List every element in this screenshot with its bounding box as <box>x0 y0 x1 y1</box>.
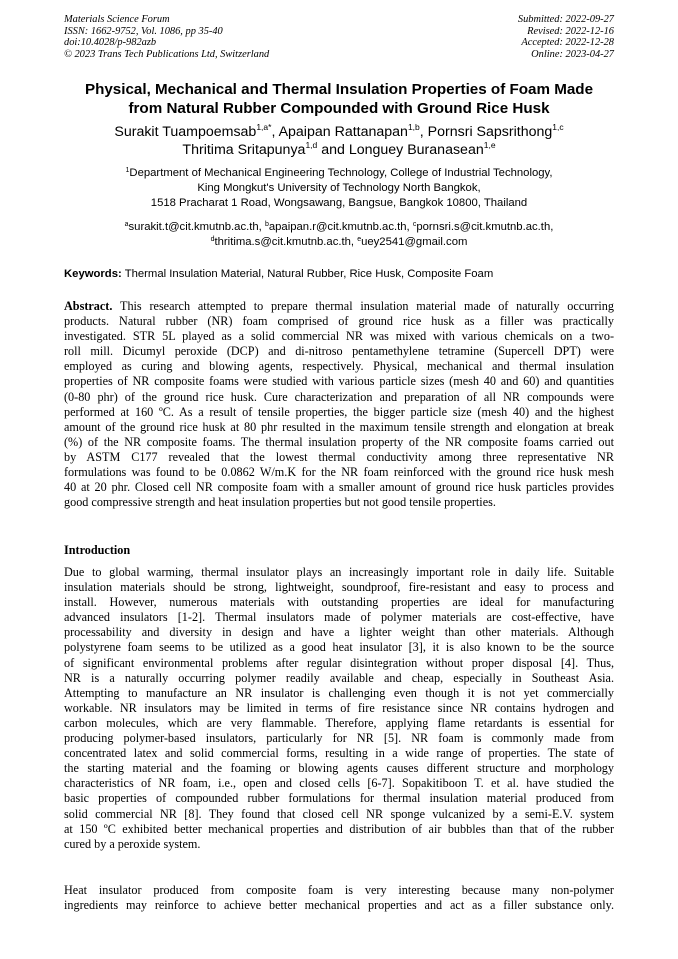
abstract-label: Abstract. <box>64 299 113 313</box>
text-line: investigated. STR 5L played as a solid commercial NR was mixed with various chemicals on a two- <box>64 329 614 344</box>
email-mark: a <box>124 221 129 228</box>
author-emails: $^a$surakit.t@cit.kmutnb.ac.th, $^b$apaipan.r@cit.kmutnb.ac.th, $^c$pornsri.s@cit.kmutnb.ac.th, $^d$thritima.s@cit.kmutnb.ac.th, $^e$uey2541@gmail.com <box>124 221 554 248</box>
title-line: Physical, Mechanical and Thermal Insulation Properties of Foam Made <box>84 81 594 98</box>
author-affiliation-mark: 1,b <box>407 122 420 132</box>
email-link[interactable]: uey2541@gmail.com <box>361 236 468 248</box>
text-line: the starting material and the foaming or blowing agents causes different structure and morphology <box>64 761 614 776</box>
text-line: products. Natural rubber (NR) foam comprised of ground rice husk as a filler was practically <box>64 314 614 329</box>
text-line: cured by a peroxide system. <box>64 836 201 851</box>
abstract-line: This research attempted to prepare thermal insulation material made of naturally occurring <box>112 299 614 313</box>
author-name: Surakit Tuampoemsab <box>114 124 257 140</box>
title-line: from Natural Rubber Compounded with Ground Rice Husk <box>128 100 550 117</box>
author-list <box>40 123 638 159</box>
date-online: Online: 2023-04-27 <box>531 48 614 60</box>
email-link[interactable]: surakit.t@cit.kmutnb.ac.th <box>128 221 259 233</box>
author-name: Thritima Sritapunya <box>182 142 306 158</box>
text-line: Attempting to manufacture an NR insulator is challenging even though it is not yet commercially <box>64 685 614 700</box>
email-link[interactable]: apaipan.r@cit.kmutnb.ac.th <box>268 221 407 233</box>
author-name: Apaipan Rattanapan <box>278 124 408 140</box>
author-affiliation-mark: 1,d <box>305 140 318 150</box>
affiliation-mark: 1 <box>125 167 130 174</box>
author-affiliation-mark: 1,a* <box>256 122 272 132</box>
text-line: basic properties of compounded rubber formulations for thermal insulation material produced from <box>64 791 614 806</box>
introduction-paragraph <box>64 565 614 852</box>
text-line: install. However, numerous materials with outstanding properties are ideal for manufacturing <box>64 595 614 610</box>
text-line: polystyrene foam seems to be utilized as a good heat insulator [3], it is also known to be the source <box>64 640 614 655</box>
journal-name: Materials Science Forum <box>64 14 170 25</box>
affiliation-line: King Mongkut's University of Technology North Bangkok, <box>197 182 481 194</box>
text-line: ingredients may reinforce to achieve better mechanical properties and act as a filler substance only. <box>64 898 614 913</box>
text-line: at 150 ºC exhibited better mechanical properties and distribution of air bubbles than that of the rubber <box>64 821 614 836</box>
text-line: 40 at 20 phr. Closed cell NR composite foam with a smaller amount of ground rice husk particles provides <box>64 480 614 495</box>
email-mark: e <box>357 236 362 243</box>
journal-info <box>64 14 269 60</box>
email-mark: c <box>412 221 417 228</box>
section-heading-introduction: Introduction <box>64 543 131 557</box>
text-line: of significant environmental problems after regular disintegration without proper disposal [4]. Thus, <box>64 655 614 670</box>
text-line: employed as curing and blowing agents, respectively. Physical, mechanical and thermal insulation <box>64 359 614 374</box>
email-link[interactable]: pornsri.s@cit.kmutnb.ac.th <box>416 221 551 233</box>
author-name: Longuey Buranasean <box>348 142 484 158</box>
text-line: Heat insulator produced from composite foam is very interesting because many non-polymer <box>64 883 614 897</box>
date-accepted: Accepted: 2022-12-28 <box>521 37 614 48</box>
date-revised: Revised: 2022-12-16 <box>527 25 614 37</box>
text-line: by ASTM C177 revealed that the lowest thermal conductivity among three representative NR <box>64 449 614 464</box>
submission-dates <box>518 14 614 60</box>
introduction-paragraph <box>64 883 614 913</box>
text-line: performed at 160 ºC. As a result of tensile properties, the bigger particle size (mesh 40) and the highest <box>64 404 614 419</box>
author-separator: , <box>271 124 279 140</box>
text-line: (%) of the NR composite foams. The thermal insulation property of the NR composite foams carried out <box>64 434 614 449</box>
author-affiliation-mark: 1,e <box>483 140 496 150</box>
author-affiliation-mark: 1,c <box>552 122 564 132</box>
email-link[interactable]: thritima.s@cit.kmutnb.ac.th <box>214 236 351 248</box>
journal-copyright: © 2023 Trans Tech Publications Ltd, Switzerland <box>64 48 270 60</box>
text-line: NR is a naturally occurring polymer readily available and cheap, especially in Southeast Asia. <box>64 670 614 685</box>
text-line: characteristics of NR foam, i.e., open and closed cells [6-7]. Sopakitiboon T. et al. have studied the <box>64 776 614 791</box>
paper-title <box>40 80 638 118</box>
affiliation-line: Department of Mechanical Engineering Technology, College of Industrial Technology, <box>129 167 553 179</box>
abstract <box>64 299 614 510</box>
text-line: (0-80 phr) of the ground rice husk. Cure characterization and preparation of all NR compounds were <box>64 389 614 404</box>
affiliation <box>40 166 638 211</box>
text-line: formulations was found to be 0.0862 W/m.K for the NR foam reinforced with the ground rice husk mesh <box>64 465 614 480</box>
author-separator: and <box>317 142 349 158</box>
text-line: processability and diversity in design and have a lighter weight than other materials. Although <box>64 625 614 640</box>
author-name: Pornsri Sapsrithong <box>427 124 553 140</box>
keywords-label: Keywords: <box>64 268 122 280</box>
text-line: advanced insulators [1-2]. Thermal insulators made of polymer materials are cost-effective, have <box>64 610 614 625</box>
email-mark: b <box>264 221 269 228</box>
keywords <box>64 267 624 281</box>
text-line: carbon molecules, which are very flammable. Therefore, applying flame retardants is essential for <box>64 715 614 730</box>
text-line: amount of the ground rice husk at 80 phr resulted in the maximum tensile strength and elongation at break <box>64 419 614 434</box>
email-mark: d <box>210 236 215 243</box>
text-line: roll mill. Dicumyl peroxide (DCP) and di-nitroso pentamethylene tetramine (Supercell DPT) were <box>64 344 614 359</box>
text-line: good compressive strength and heat insulation properties but not good tensile properties. <box>64 495 496 510</box>
text-line: insulation materials should be strong, lightweight, soundproof, fire-resistant and easy to process and <box>64 580 614 595</box>
text-line: properties of NR composite foams were studied with various particle sizes (mesh 40 and 60) and quantities <box>64 374 614 389</box>
text-line: producing polymer-based insulators, particularly for NR [5]. NR foam is commonly made from <box>64 731 614 746</box>
text-line: workable. NR insulators may be limited in terms of fire resistance since NR contains hydrogen and <box>64 700 614 715</box>
affiliation-line: 1518 Pracharat 1 Road, Wongsawang, Bangsue, Bangkok 10800, Thailand <box>150 197 528 209</box>
text-line: solid commercial NR [8]. They found that closed cell NR sponge vulcanized by a semi-E.V. system <box>64 806 614 821</box>
text-line: Due to global warming, thermal insulator plays an increasingly important role in daily life. Suitable <box>64 565 614 579</box>
author-separator: , <box>419 124 428 140</box>
journal-issn: ISSN: 1662-9752, Vol. 1086, pp 35-40 <box>64 25 223 37</box>
date-submitted: Submitted: 2022-09-27 <box>517 14 614 25</box>
text-line: concentrated latex and solid commercial forms, resulting in a wide range of properties. The state of <box>64 746 614 761</box>
journal-doi: doi:10.4028/p-982azb <box>64 37 157 48</box>
keywords-list: Thermal Insulation Material, Natural Rubber, Rice Husk, Composite Foam <box>124 268 494 280</box>
